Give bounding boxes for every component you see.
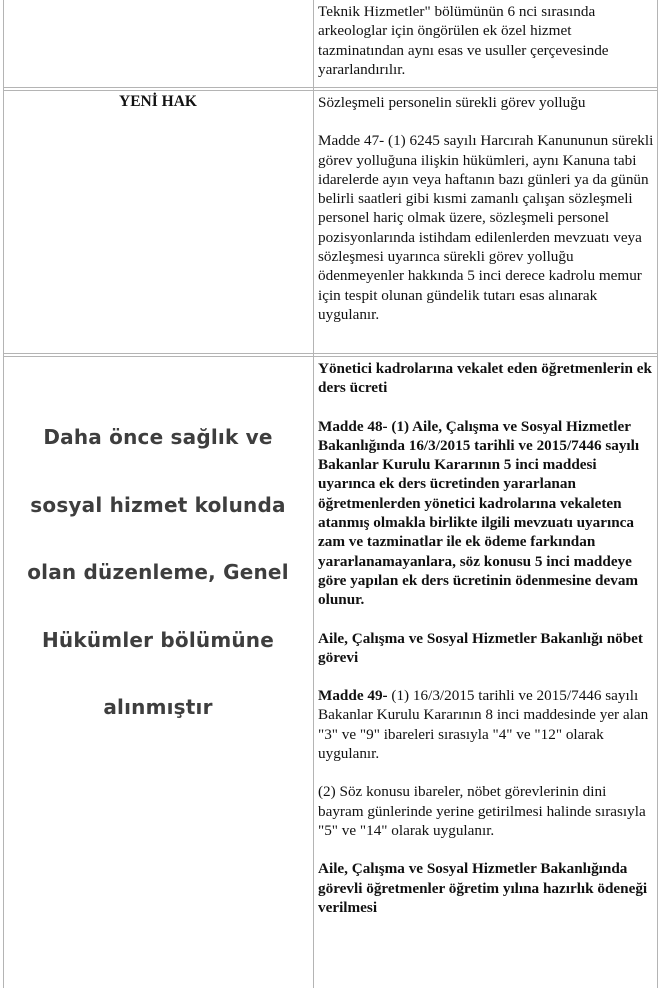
new-right-label: YENİ HAK bbox=[119, 93, 197, 110]
row-divider-2b bbox=[3, 356, 658, 357]
row1-line-3: tazminatından aynı esas ve usuller çerçevesinde bbox=[318, 41, 609, 59]
table-border-right bbox=[657, 0, 658, 988]
row-divider-2 bbox=[3, 353, 658, 354]
article-49-para-2: (2) Söz konusu ibareler, nöbet görevlerinin dini bayram günlerinde yerine getirilmesi halinde sırasıyla "5" ve "14" olarak uygulanır. bbox=[318, 783, 646, 839]
row-divider-1 bbox=[3, 87, 658, 88]
article-49-para-1-text: (1) 16/3/2015 tarihli ve 2015/7446 sayılı Bakanlar Kurulu Kararının 8 inci maddesinde yer alan "3" ve "9" ibareleri sırasıyla "4" ve "12" olarak uygulanır. bbox=[318, 687, 649, 763]
row1-right-cell bbox=[318, 2, 654, 79]
row3-right-cell bbox=[318, 359, 654, 917]
overlay-note bbox=[0, 410, 316, 748]
row-divider-1b bbox=[3, 90, 658, 91]
article-49-heading: Aile, Çalışma ve Sosyal Hizmetler Bakanlığı nöbet görevi bbox=[318, 629, 643, 666]
row1-line-1: Teknik Hizmetler" bölümünün 6 nci sırasında bbox=[318, 3, 596, 20]
overlay-line-4: Hükümler bölümüne bbox=[41, 627, 275, 652]
article-49-para-1 bbox=[318, 686, 654, 763]
article-47-body: Madde 47- (1) 6245 sayılı Harcırah Kanununun sürekli görev yolluğuna ilişkin hükümleri, aynı Kanuna tabi idarelerde ayın veya haftanın bazı günleri ya da günün belirli saatleri gibi kısmi zamanlı çalışan sözleşmeli personel hariç olmak üzere, sözleşmeli personel pozisyonlarında istihdam edilenlerden mevzuatı veya sözleşmesi uyarınca sürekli görev yolluğu ödenmeyenler hakkında 5 inci derece kadrolu memur için tespit olunan gündelik tutarı esas alınarak uygulanır. bbox=[318, 132, 654, 323]
row1-line-4: yararlandırılır. bbox=[318, 60, 406, 78]
overlay-line-5: alınmıştır bbox=[103, 695, 213, 719]
article-50-heading: Aile, Çalışma ve Sosyal Hizmetler Bakanlığında görevli öğretmenler öğretim yılına hazırlık ödeneği verilmesi bbox=[318, 860, 648, 916]
article-48-heading: Yönetici kadrolarına vekalet eden öğretmenlerin ek ders ücreti bbox=[318, 360, 652, 397]
article-48-body: Madde 48- (1) Aile, Çalışma ve Sosyal Hizmetler Bakanlığında 16/3/2015 tarihli ve 2015/7446 sayılı Bakanlar Kurulu Kararının 5 inci maddesi uyarınca ek ders ücretinden yararlanan öğretmenlerden yönetici kadrolarına vekaleten atanmış olmakla birlikte ilgili mevzuatı uyarınca zam ve tazminatlar ile ek ödeme farkından yararlanamayanlara, söz konusu 5 inci maddeye göre yapılan ek ders ücretinin ödenmesine devam olunur. bbox=[318, 417, 640, 609]
row2-right-cell bbox=[318, 93, 654, 324]
overlay-line-3: olan düzenleme, Genel bbox=[27, 560, 289, 584]
article-47-title: Sözleşmeli personelin sürekli görev yolluğu bbox=[318, 94, 586, 111]
article-49-lead: Madde 49- bbox=[318, 687, 388, 705]
row1-line-2: arkeologlar için öngörülen ek özel hizmet bbox=[318, 22, 572, 40]
overlay-line-1: Daha önce sağlık ve bbox=[43, 425, 273, 449]
overlay-line-2: sosyal hizmet kolunda bbox=[30, 492, 286, 517]
